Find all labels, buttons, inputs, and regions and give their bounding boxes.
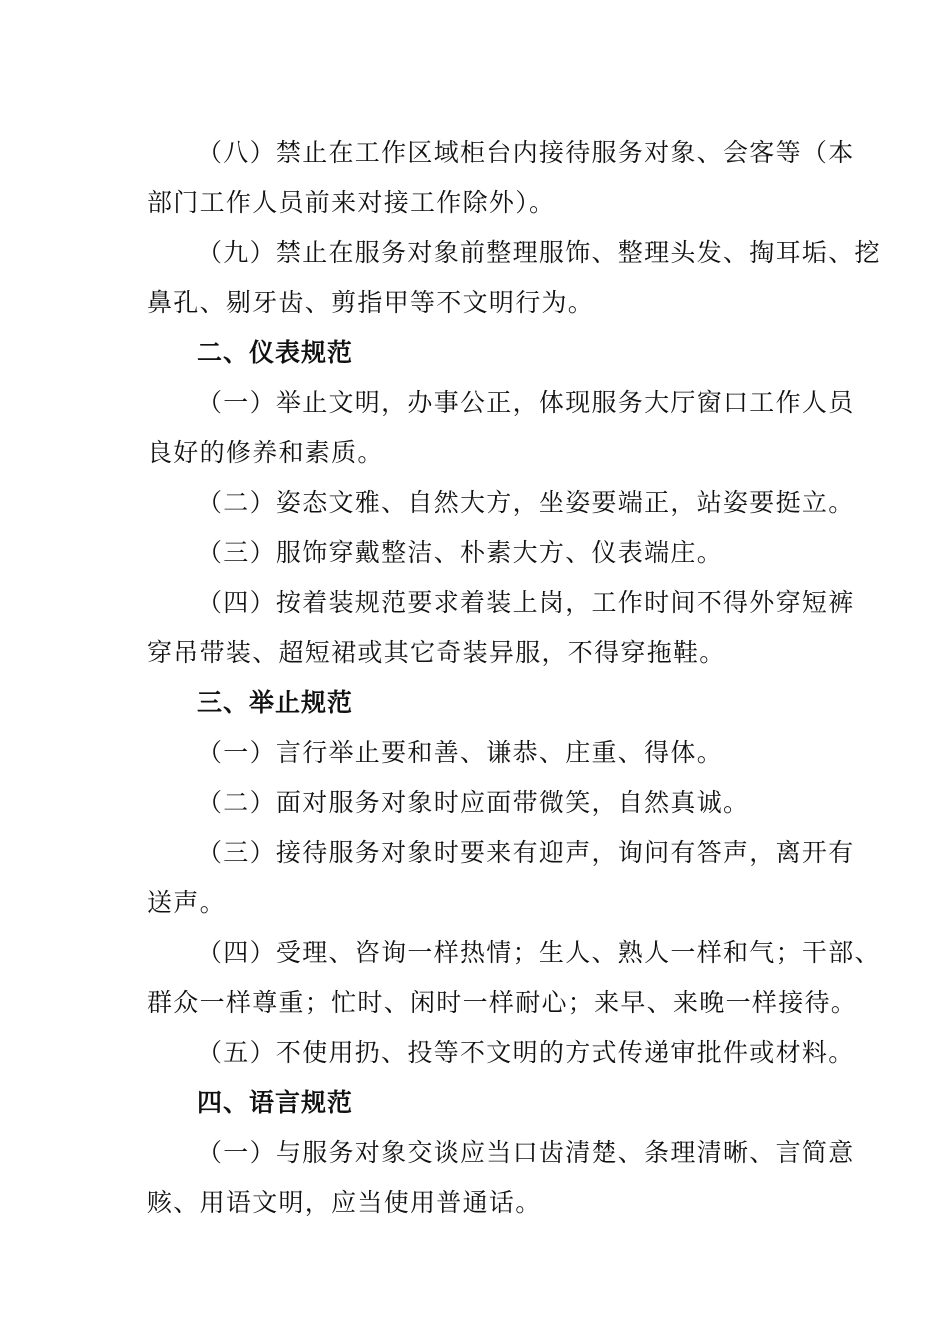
text-line: 部门工作人员前来对接工作除外）。 (147, 188, 556, 217)
text-line: 穿吊带装、超短裙或其它奇装异服，不得穿拖鞋。 (147, 638, 726, 667)
text-line: （一）与服务对象交谈应当口齿清楚、条理清晰、言简意 (197, 1138, 855, 1167)
text-line: （一）言行举止要和善、谦恭、庄重、得体。 (197, 738, 724, 767)
text-line: （四）按着装规范要求着装上岗，工作时间不得外穿短裤 (197, 588, 855, 617)
text-line: 送声。 (147, 888, 226, 917)
text-line: 群众一样尊重；忙时、闲时一样耐心；来早、来晚一样接待。 (147, 988, 858, 1017)
text-line: （九）禁止在服务对象前整理服饰、整理头发、掏耳垢、挖 (197, 238, 881, 267)
text-line: （二）面对服务对象时应面带微笑，自然真诚。 (197, 788, 750, 817)
text-line: （四）受理、咨询一样热情；生人、熟人一样和气；干部、 (197, 938, 881, 967)
text-line: （三）服饰穿戴整洁、朴素大方、仪表端庄。 (197, 538, 724, 567)
text-line: （三）接待服务对象时要来有迎声，询问有答声，离开有 (197, 838, 855, 867)
document-body (147, 128, 881, 1228)
text-line: （五）不使用扔、投等不文明的方式传递审批件或材料。 (197, 1038, 855, 1067)
text-line: （八）禁止在工作区域柜台内接待服务对象、会客等（本 (197, 138, 855, 167)
text-line: （二）姿态文雅、自然大方，坐姿要端正，站姿要挺立。 (197, 488, 855, 517)
text-line: 良好的修养和素质。 (147, 438, 384, 467)
section-heading: 二、仪表规范 (197, 338, 354, 367)
section-heading: 三、举止规范 (197, 688, 354, 717)
text-line: 赅、用语文明，应当使用普通话。 (147, 1188, 542, 1217)
text-line: 鼻孔、剔牙齿、剪指甲等不文明行为。 (147, 288, 595, 317)
section-heading: 四、语言规范 (197, 1088, 354, 1117)
text-line: （一）举止文明，办事公正，体现服务大厅窗口工作人员 (197, 388, 855, 417)
